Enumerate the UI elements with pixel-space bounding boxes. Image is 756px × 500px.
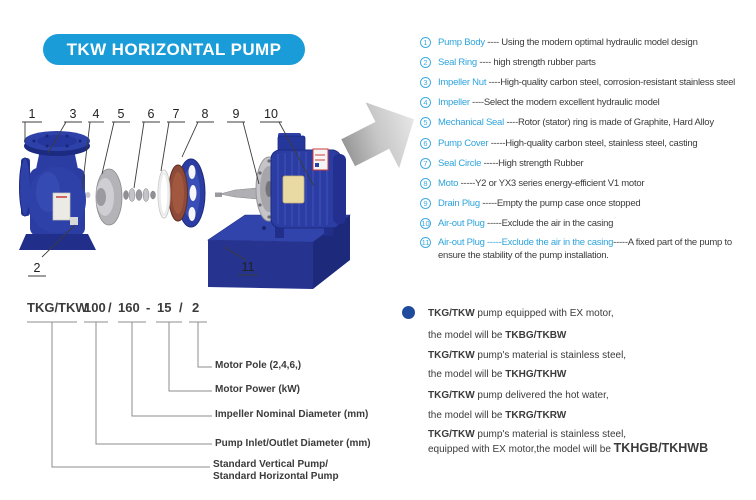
exploded-pump-diagram (12, 100, 352, 300)
mechanical-seal (124, 189, 156, 202)
variant-line: TKG/TKW pump's material is stainless steel, (428, 350, 627, 361)
parts-list-item-4 (420, 96, 754, 109)
part-desc: ----High-quality carbon steel, corrosion-resistant stainless steel (486, 77, 736, 88)
part-desc: ----Select the modern excellent hydraulic model (469, 97, 660, 108)
parts-list-item-5 (420, 116, 754, 129)
label-standard-pump (213, 459, 339, 482)
circled-number: 8 (420, 178, 431, 189)
seal-circle-oring (158, 170, 170, 218)
circled-number: 4 (420, 97, 431, 108)
parts-list-item-1 (420, 36, 754, 49)
part-name: Moto (438, 178, 459, 189)
part-desc: -----Exclude the air in the casing (484, 218, 614, 229)
motor-nameplate (283, 176, 304, 203)
variant-line: TKG/TKW pump's material is stainless steel, (428, 429, 627, 440)
variant-line: the model will be TKHG/TKHW (428, 369, 567, 380)
callout-4: 4 (92, 107, 100, 121)
callout-7: 7 (172, 107, 180, 121)
circled-number: 11 (421, 238, 430, 247)
label-standard-horizontal: Standard Horizontal Pump (213, 470, 339, 482)
callout-11: 11 (241, 260, 255, 274)
label-inlet-outlet: Pump Inlet/Outlet Diameter (mm) (215, 438, 371, 449)
model-code-power: 15 (157, 300, 172, 315)
circled-number: 3 (420, 77, 431, 88)
page-title: TKW HORIZONTAL PUMP (66, 39, 282, 59)
part-desc: -----A fixed part of the pump to ensure the stability of the pump installation. (438, 237, 732, 261)
circled-number: 5 (420, 117, 431, 128)
circled-number: 10 (421, 219, 430, 228)
label-standard-vertical: Standard Vertical Pump/ (213, 459, 329, 470)
model-code-slash: / (108, 300, 112, 315)
circled-number: 6 (420, 138, 431, 149)
variant-line: the model will be TKBG/TKBW (428, 330, 567, 341)
parts-list-item-8 (420, 177, 754, 190)
part-name: Pump Cover (438, 138, 489, 149)
model-code-brand: TKG/TKW (27, 300, 88, 315)
part-name: Seal Circle (438, 158, 482, 169)
label-motor-power: Motor Power (kW) (215, 384, 300, 395)
variant-line: TKG/TKW pump equipped with EX motor, (428, 308, 614, 319)
callout-5: 5 (117, 107, 125, 121)
part-name: Air-out Plug -----Exclude the air in the casing (438, 237, 614, 248)
part-name: Mechanical Seal (438, 117, 504, 128)
motor-label-sticker (313, 149, 328, 170)
part-name: Pump Body (438, 37, 485, 48)
circled-number: 2 (420, 57, 431, 68)
variant-line: TKG/TKW pump delivered the hot water, (428, 390, 609, 401)
part-desc: ---- high strength rubber parts (476, 57, 596, 68)
model-code-dash: - (146, 300, 151, 315)
parts-list-item-2 (420, 56, 754, 69)
part-desc: -----High-quality carbon steel, stainless steel, casting (488, 138, 698, 149)
drain-plug (70, 217, 78, 225)
part-desc: -----Y2 or YX3 series energy-efficient V1 motor (458, 178, 645, 189)
title-banner (43, 34, 305, 65)
model-code-impeller: 160 (118, 300, 140, 315)
model-code-inlet: 100 (84, 300, 106, 315)
model-code-pole: 2 (192, 300, 200, 315)
callout-8: 8 (201, 107, 209, 121)
part-name: Drain Plug (438, 198, 480, 209)
part-desc: -----Empty the pump case once stopped (479, 198, 641, 209)
circled-number: 1 (420, 37, 431, 48)
part-name: Impeller Nut (438, 77, 487, 88)
parts-list-item-7 (420, 157, 754, 170)
part-name: Air-out Plug (438, 218, 485, 229)
variant-line: the model will be TKRG/TKRW (428, 410, 567, 421)
parts-list-item-3 (420, 76, 754, 89)
label-impeller-diam: Impeller Nominal Diameter (mm) (215, 409, 369, 420)
motor (271, 133, 346, 228)
part-name: Impeller (438, 97, 470, 108)
model-code-slash2: / (179, 300, 183, 315)
part-name: Seal Ring (438, 57, 477, 68)
callout-10: 10 (264, 107, 278, 121)
label-motor-pole: Motor Pole (2,4,6,) (215, 360, 302, 371)
bullet-circle-icon (402, 306, 415, 319)
callout-2: 2 (33, 261, 41, 275)
parts-list-item-6 (420, 137, 754, 150)
parts-list-item-11 (420, 236, 754, 262)
part-desc: ----Rotor (stator) ring is made of Graphite, Hard Alloy (503, 117, 714, 128)
part-desc: ---- Using the modern optimal hydraulic model design (484, 37, 698, 48)
impeller (96, 169, 122, 225)
parts-list-item-9 (420, 197, 754, 210)
parts-list-item-10 (420, 217, 754, 230)
callout-3: 3 (69, 107, 77, 121)
pump-body (19, 131, 96, 250)
variant-line: equipped with EX motor,the model will be TKHGB/TKHWB (428, 441, 709, 455)
callout-6: 6 (147, 107, 155, 121)
pump-cover (169, 159, 206, 227)
callout-1: 1 (28, 107, 36, 121)
callout-9: 9 (232, 107, 240, 121)
circled-number: 7 (420, 158, 431, 169)
circled-number: 9 (420, 198, 431, 209)
part-desc: -----High strength Rubber (481, 158, 584, 169)
